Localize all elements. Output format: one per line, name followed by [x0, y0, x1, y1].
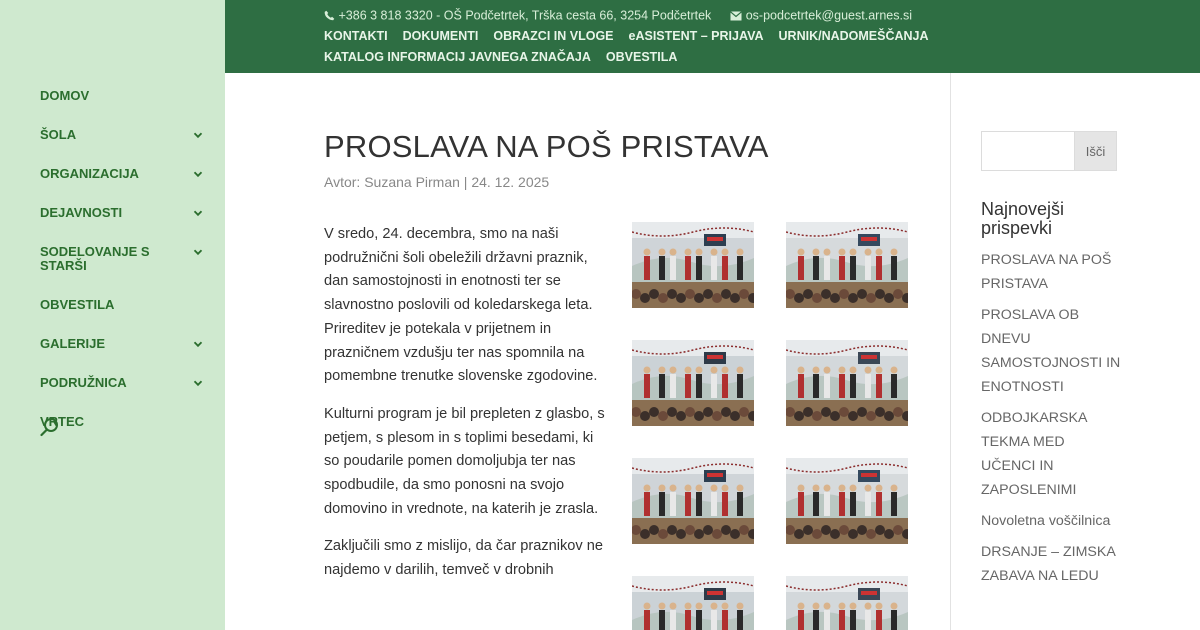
nav-link-kontakti[interactable]: KONTAKTI [324, 29, 388, 43]
sidebar-item-label: DEJAVNOSTI [40, 205, 123, 220]
post-paragraph: V sredo, 24. decembra, smo na naši podružnični šoli obeležili državni praznik, dan samostojnosti in enotnosti ter se slavnostno poslovili od koledarskega leta. Prireditev je potekala v prijetnem in prazničnem vzdušju ter nas spomnila na pomembne trenutke slovenske zgodovine. [324, 226, 598, 385]
sidebar-item-label: SODELOVANJE S STARŠI [40, 244, 150, 273]
recent-post-link[interactable]: PROSLAVA NA POŠ PRISTAVA [981, 252, 1112, 292]
left-sidebar [0, 0, 225, 630]
sidebar-item-podruznica[interactable] [40, 373, 210, 393]
recent-posts-list [981, 248, 1121, 595]
nav-link-obvestila[interactable]: OBVESTILA [605, 50, 678, 64]
post-paragraph: Kulturni program je bil prepleten z glasbo, s petjem, s plesom in s toplimi besedami, ki so poudarile pomen domoljubja ter nas spodbudile, da smo ponosni na svojo domovino in vrednote, na katerih je zrasla. [324, 405, 605, 517]
gallery-thumbnail[interactable] [786, 576, 908, 630]
nav-link-easistent-prijava[interactable]: eASISTENT – PRIJAVA [628, 29, 764, 43]
sidebar-item-sola[interactable] [40, 125, 210, 145]
sidebar-item-vrtec[interactable] [40, 412, 210, 432]
search-button[interactable]: Išči [1075, 131, 1117, 171]
sidebar-item-label: PODRUŽNICA [40, 375, 127, 390]
sidebar-item-sodelovanje-s-starsi[interactable] [40, 242, 210, 276]
sidebar-item-label: OBVESTILA [40, 297, 115, 312]
recent-post-link[interactable]: PROSLAVA OB DNEVU SAMOSTOJNOSTI IN ENOTNOSTI [981, 307, 1121, 395]
email-link[interactable]: os-podcetrtek@guest.arnes.si [745, 8, 912, 23]
top-nav-row-2 [324, 50, 692, 64]
nav-link-obrazci-in-vloge[interactable]: OBRAZCI IN VLOGE [493, 29, 614, 43]
chevron-down-icon[interactable] [192, 168, 204, 180]
gallery-thumbnail[interactable] [632, 340, 754, 426]
search-icon[interactable] [40, 417, 60, 437]
chevron-down-icon[interactable] [192, 246, 204, 258]
search-input[interactable] [981, 131, 1075, 171]
nav-link-urnik-nadomescanja[interactable]: URNIK/NADOMEŠČANJA [778, 29, 929, 43]
recent-post-link[interactable]: Novoletna voščilnica [981, 513, 1111, 529]
sidebar-item-galerije[interactable] [40, 334, 210, 354]
sidebar-item-label: DOMOV [40, 88, 90, 103]
gallery-thumbnail[interactable] [786, 340, 908, 426]
phone-address: +386 3 818 3320 - OŠ Podčetrtek, Trška cesta 66, 3254 Podčetrtek [338, 8, 712, 23]
main-content [225, 73, 950, 630]
chevron-down-icon[interactable] [192, 377, 204, 389]
recent-post-link[interactable]: ODBOJKARSKA TEKMA MED UČENCI IN ZAPOSLENIMI [981, 410, 1087, 498]
main-menu [40, 86, 210, 451]
sidebar-item-label: VRTEC [40, 414, 85, 429]
top-header [225, 0, 1200, 73]
post-meta: Avtor: Suzana Pirman | 24. 12. 2025 [324, 174, 550, 190]
chevron-down-icon[interactable] [192, 129, 204, 141]
sidebar-item-domov[interactable] [40, 86, 210, 106]
gallery-thumbnail[interactable] [786, 222, 908, 308]
gallery-thumbnail[interactable] [632, 576, 754, 630]
contact-info [324, 8, 912, 23]
gallery-thumbnail[interactable] [632, 458, 754, 544]
sidebar-item-obvestila[interactable] [40, 295, 210, 315]
recent-post-link[interactable]: DRSANJE – ZIMSKA ZABAVA NA LEDU [981, 544, 1116, 584]
post-body [324, 223, 606, 597]
post-paragraph: Zaključili smo z mislijo, da čar praznikov ne najdemo v darilih, temveč v drobnih [324, 538, 603, 579]
right-sidebar [951, 73, 1200, 630]
sidebar-item-organizacija[interactable] [40, 164, 210, 184]
recent-posts-title: Najnovejši prispevki [981, 199, 1065, 238]
nav-link-dokumenti[interactable]: DOKUMENTI [402, 29, 479, 43]
email-icon [730, 11, 742, 21]
chevron-down-icon[interactable] [192, 338, 204, 350]
sidebar-item-dejavnosti[interactable] [40, 203, 210, 223]
sidebar-item-label: GALERIJE [40, 336, 106, 351]
gallery-thumbnail[interactable] [786, 458, 908, 544]
nav-link-katalog-informacij-javnega-znacaja[interactable]: KATALOG INFORMACIJ JAVNEGA ZNAČAJA [324, 50, 591, 64]
post-title: PROSLAVA NA POŠ PRISTAVA [324, 129, 769, 164]
sidebar-item-label: ŠOLA [40, 127, 77, 142]
top-nav-row-1 [324, 29, 944, 43]
sidebar-item-label: ORGANIZACIJA [40, 166, 139, 181]
chevron-down-icon[interactable] [192, 207, 204, 219]
gallery-thumbnail[interactable] [632, 222, 754, 308]
phone-icon [324, 10, 335, 21]
